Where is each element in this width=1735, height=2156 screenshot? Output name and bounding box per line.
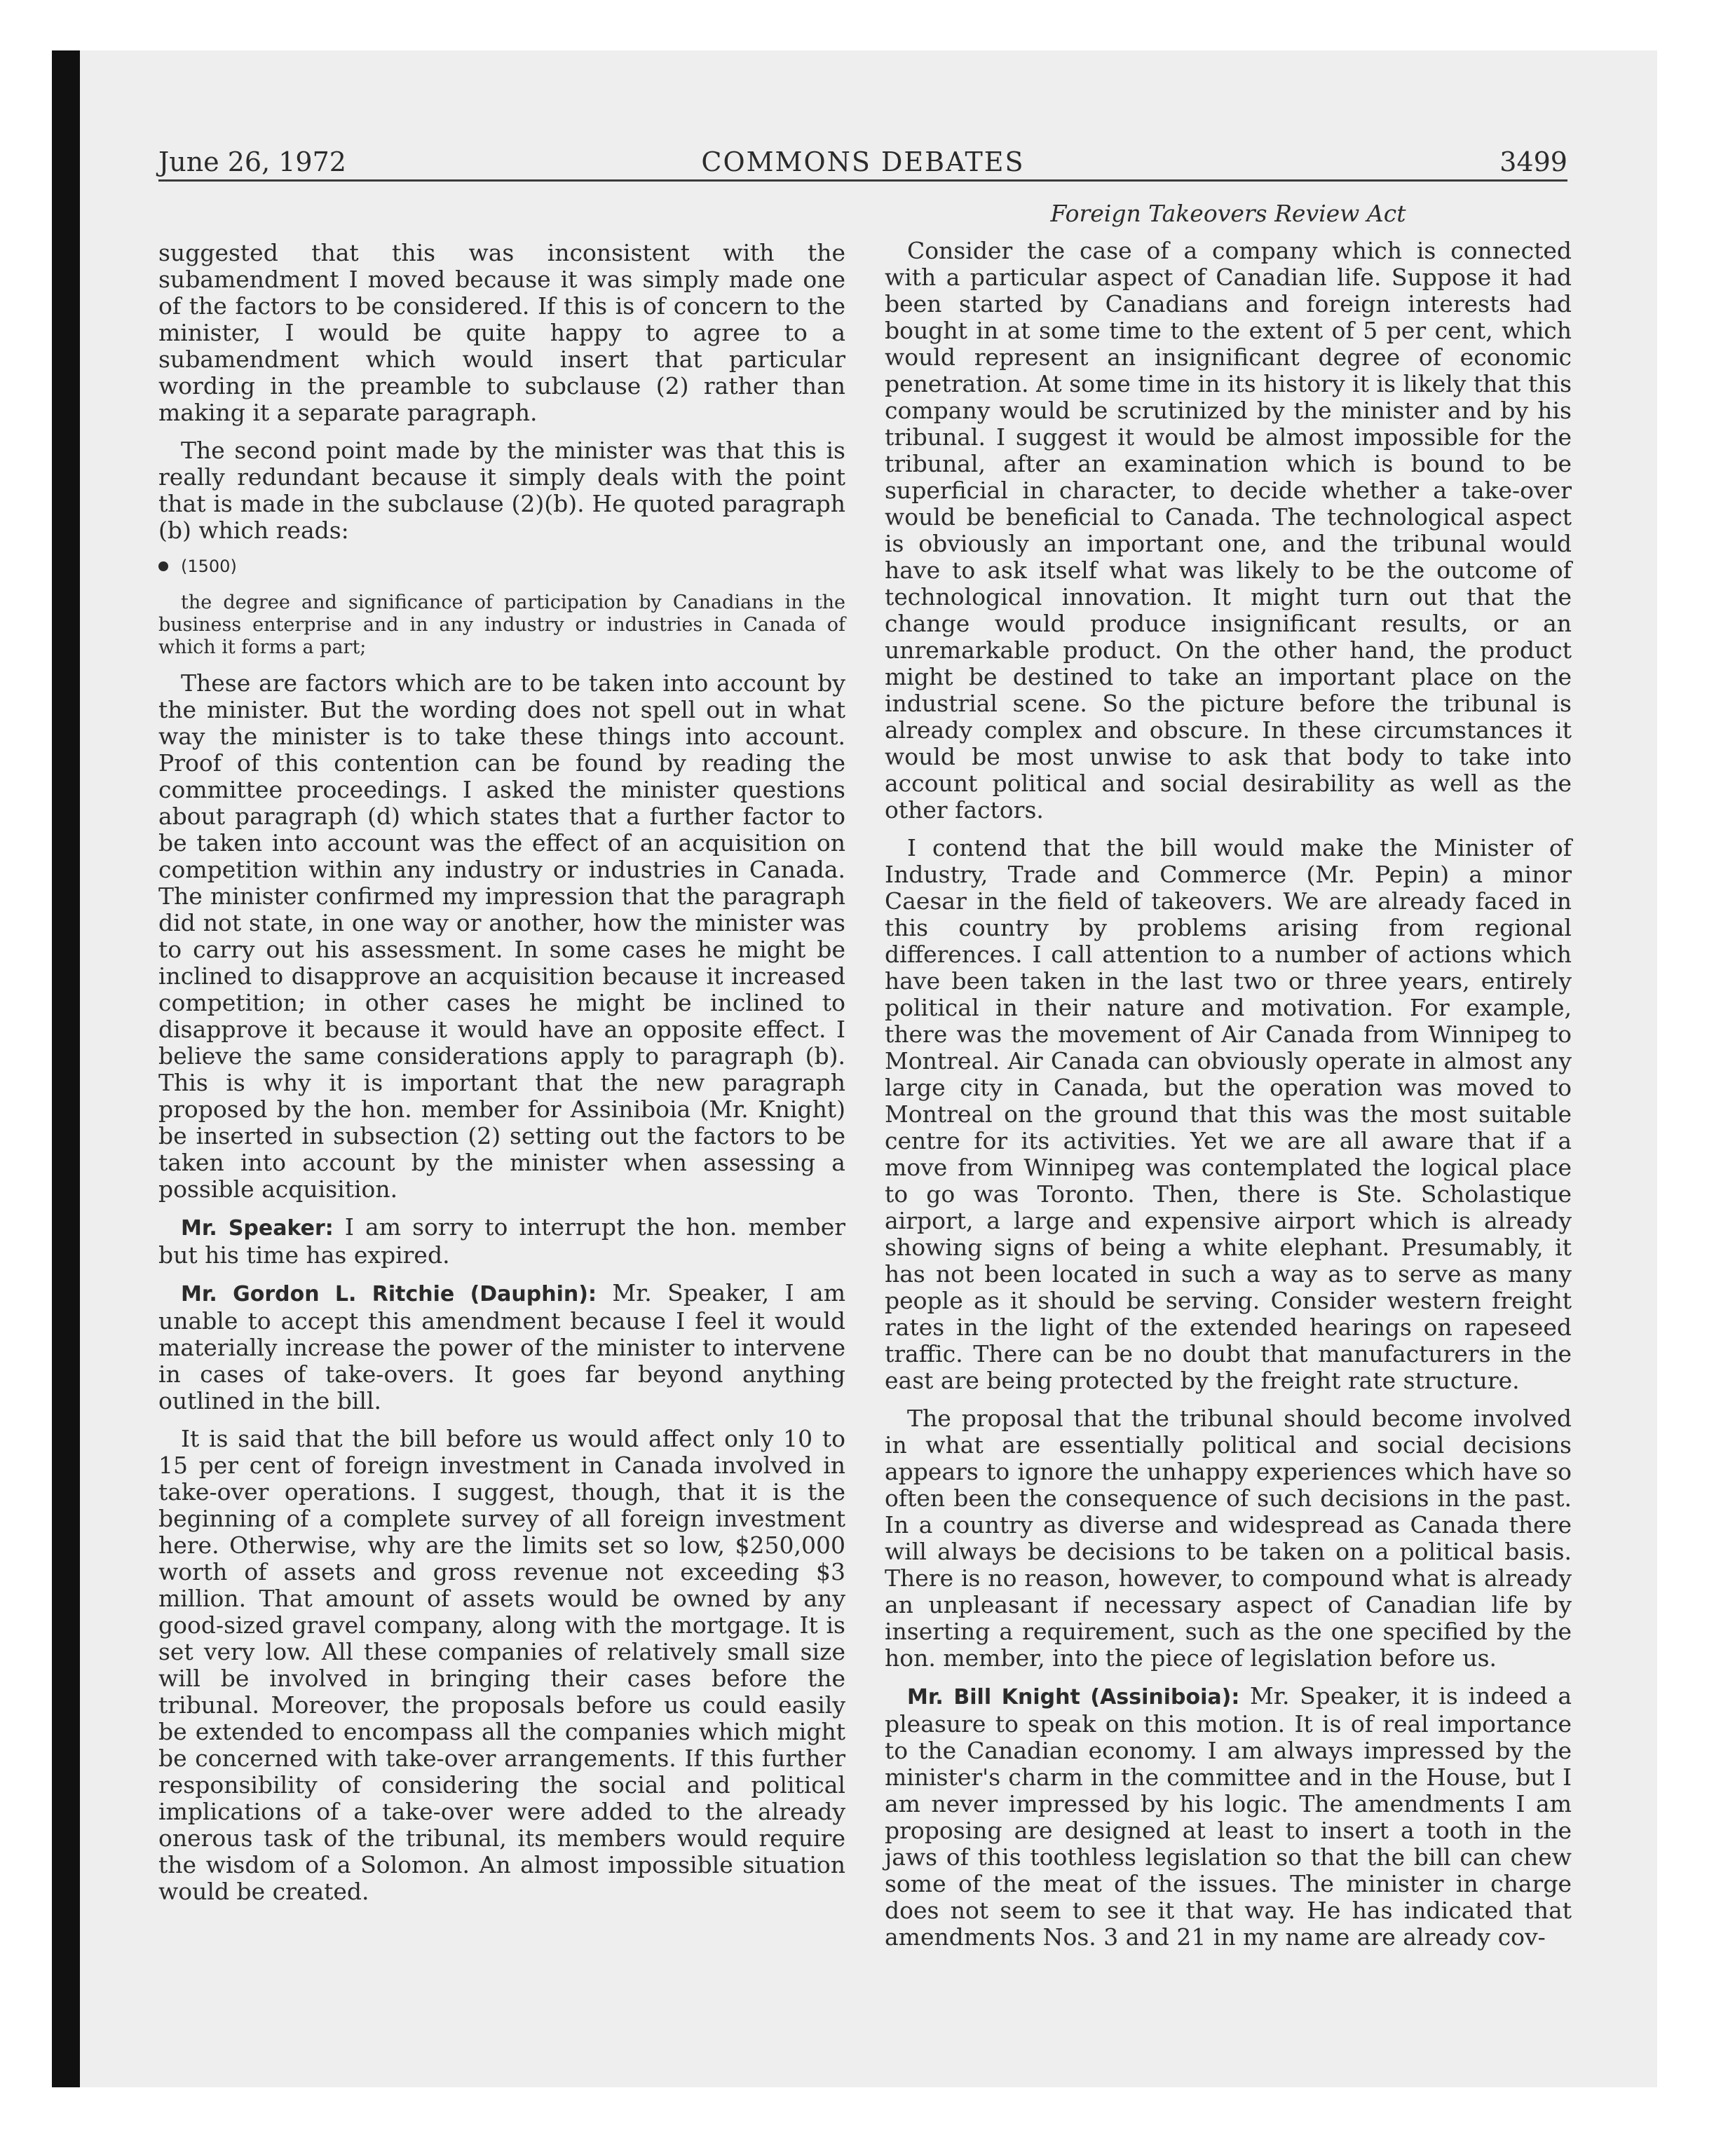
left-paragraph-1: suggested that this was inconsistent with the subamendment I moved because it was simply made one of the factors to be considered. If this is of concern to the minister, I would be quite happy to agree to a subamendment which would insert that particular wording in the preamble to subclause (2) rather than making it a separate paragraph. — [158, 239, 845, 426]
left-paragraph-5 — [158, 1280, 845, 1414]
right-paragraph-1: Consider the case of a company which is connected with a particular aspect of Canadian life. Suppose it had been started by Canadians and foreign interests had bought in at some time to the extent of 5 per cent, which would represent an insignificant degree of economic penetration. At some time in its history it is likely that this company would be scrutinized by the minister and by his tribunal. I suggest it would be almost impossible for the tribunal, after an examination which is bound to be superficial in character, to decide whether a take-over would be beneficial to Canada. The technological aspect is obviously an important one, and the tribunal would have to ask itself what was likely to be the outcome of technological innovation. It might turn out that the change would produce insignificant results, or an unremarkable product. On the other hand, the product might be destined to take an important place on the industrial scene. So the picture before the tribunal is already complex and obscure. In these circumstances it would be most unwise to ask that body to take into account political and social desirability as well as the other factors. — [885, 237, 1572, 824]
header-page-number: 3499 — [1499, 146, 1567, 177]
left-paragraph-4 — [158, 1214, 845, 1269]
block-quote: the degree and significance of participation by Canadians in the business enterprise and in any industry or industries in Canada of which it forms a part; — [158, 592, 845, 658]
binding-edge — [52, 50, 80, 2087]
left-paragraph-3: These are factors which are to be taken into account by the minister. But the wording does not spell out in what way the minister is to take these things into account. Proof of this contention can be found by reading the committee proceedings. I asked the minister questions about paragraph (d) which states that a further factor to be taken into account was the effect of an acquisition on competition within any industry or industries in Canada. The minister confirmed my impression that the paragraph did not state, in one way or another, how the minister was to carry out his assessment. In some cases he might be inclined to disapprove an acquisition because it increased competition; in other cases he might be inclined to disapprove it because it would have an opposite effect. I believe the same considerations apply to paragraph (b). This is why it is important that the new paragraph proposed by the hon. member for Assiniboia (Mr. Knight) be inserted in subsection (2) setting out the factors to be taken into account by the minister when assessing a possible acquisition. — [158, 669, 845, 1203]
header-title: COMMONS DEBATES — [701, 146, 1025, 177]
left-column — [158, 240, 845, 1916]
page-header — [158, 144, 1567, 182]
time-marker-label: (1500) — [181, 557, 237, 576]
time-marker — [158, 555, 845, 578]
right-paragraph-4 — [885, 1683, 1572, 1951]
running-head: Foreign Takeovers Review Act — [1050, 200, 1406, 227]
speech-text: Mr. Speaker, I am unable to accept this amendment because I feel it would materially increase the power of the minister to intervene in cases of take-overs. It goes far beyond anything outlined in the bill. — [158, 1279, 845, 1414]
right-paragraph-2: I contend that the bill would make the Minister of Industry, Trade and Commerce (Mr. Pepin) a minor Caesar in the field of takeovers. We are already faced in this country by problems arising from regional differences. I call attention to a number of actions which have been taken in the last two or three years, entirely political in their nature and motivation. For example, there was the movement of Air Canada from Winnipeg to Montreal. Air Canada can obviously operate in almost any large city in Canada, but the operation was moved to Montreal on the ground that this was the most suitable centre for its activities. Yet we are all aware that if a move from Winnipeg was contemplated the logical place to go was Toronto. Then, there is Ste. Scholastique airport, a large and expensive airport which is already showing signs of being a white elephant. Presumably, it has not been located in such a way as to serve as many people as it should be serving. Consider western freight rates in the light of the extended hearings on rapeseed traffic. There can be no doubt that manufacturers in the east are being protected by the freight rate structure. — [885, 834, 1572, 1394]
right-paragraph-3: The proposal that the tribunal should become involved in what are essentially political and social decisions appears to ignore the unhappy experiences which have so often been the consequence of such decisions in the past. In a country as diverse and widespread as Canada there will always be decisions to be taken on a political basis. There is no reason, however, to compound what is already an unpleasant if necessary aspect of Canadian life by inserting a requirement, such as the one specified by the hon. member, into the piece of legislation before us. — [885, 1405, 1572, 1672]
speaker-name: Mr. Gordon L. Ritchie (Dauphin): — [181, 1282, 597, 1306]
speaker-name: Mr. Speaker: — [181, 1216, 334, 1241]
left-paragraph-2: The second point made by the minister was that this is really redundant because it simply deals with the point that is made in the subclause (2)(b). He quoted paragraph (b) which reads: — [158, 437, 845, 544]
right-column — [885, 200, 1572, 1962]
speech-text: Mr. Speaker, it is indeed a pleasure to speak on this motion. It is of real importance to the Canadian economy. I am always impressed by the minister's charm in the committee and in the House, but I am never impressed by his logic. The amendments I am proposing are designed at least to insert a tooth in the jaws of this toothless legislation so that the bill can chew some of the meat of the issues. The minister in charge does not seem to see it that way. He has indicated that amendments Nos. 3 and 21 in my name are already cov- — [885, 1682, 1572, 1951]
speech-text: I am sorry to interrupt the hon. member but his time has expired. — [158, 1213, 846, 1269]
left-paragraph-6: It is said that the bill before us would affect only 10 to 15 per cent of foreign investment in Canada involved in take-over operations. I suggest, though, that it is the beginning of a complete survey of all foreign investment here. Otherwise, why are the limits set so low, $250,000 worth of assets and gross revenue not exceeding $3 million. That amount of assets would be owned by any good-sized gravel company, along with the mortgage. It is set very low. All these companies of relatively small size will be involved in bringing their cases before the tribunal. Moreover, the proposals before us could easily be extended to encompass all the companies which might be concerned with take-over arrangements. If this further responsibility of considering the social and political implications of a take-over were added to the already onerous task of the tribunal, its members would require the wisdom of a Solomon. An almost impossible situation would be created. — [158, 1425, 845, 1905]
bullet-icon — [158, 561, 168, 571]
header-date: June 26, 1972 — [158, 146, 346, 177]
speaker-name: Mr. Bill Knight (Assiniboia): — [907, 1685, 1240, 1710]
